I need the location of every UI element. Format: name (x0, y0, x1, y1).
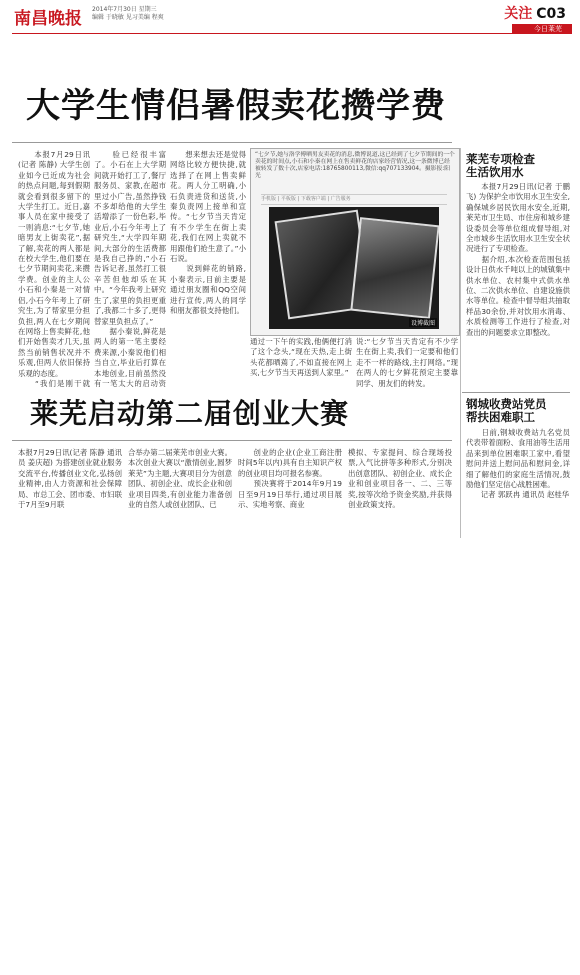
header-rule (12, 33, 568, 34)
brief1-headline (466, 153, 535, 179)
brief2-body: 日前,钢城收费站九名党员代表带着面粉、食用油等生活用品来到单位困难职工家中,看望慰问并送上慰问品和慰问金,详细了解他们的家庭生活情况,鼓励他们坚定信心战胜困难。 记者 郭跃冉 通讯员 赵桂华 (466, 428, 570, 500)
headline-rule (12, 142, 452, 143)
brief1-headline-line2: 生活饮用水 (466, 165, 524, 179)
flower-photo (269, 207, 439, 329)
brief1-headline-line1: 莱芜专项检查 (466, 152, 535, 166)
article1-column-3: 想来想去还是觉得网络比较方便快捷,就选择了在网上售卖鲜花。两人分工明确,小石负责进货和送货,小秦负责网上接单和宣传。“七夕节当天肯定有不少学生在街上卖花,我们在网上卖就不用跟他们抢生意了。”小石说。 说到鲜花的销路,小秦表示,目前主要是通过朋友圈和QQ空间进行宣传,两人的同学和朋友都很支持他们。 (170, 150, 246, 316)
section-tag (504, 3, 566, 21)
article2-column-4: 模拟、专家提问、综合现场投票,入气比拼等多种形式,分别决出创意团队、初创企业、成长企业和创业项目各一、二、三等奖,按等次给予资金奖励,并获得创业政策支持。 (348, 448, 452, 510)
headline2-rule (12, 440, 452, 441)
article1-headline: 大学生情侣暑假卖花攒学费 (26, 86, 446, 126)
page-code: C03 (536, 6, 566, 22)
article1-photo-panel (250, 148, 460, 336)
article1-column-2: 验已经很丰富了。小石在上大学期间就开始打工了,餐厅服务员、家教,在超市里过小广告,虽然挣钱不多却给他的大学生活增添了一份色彩,毕业后,小石今年考上了研究生,“大学四年期间,大部分的生活费都是我自己挣的,”小石告诉记者,虽然打工很辛苦但他却乐在其中。“今年我考上研究生了,家里的负担更重了,我都二十多了,更得替家里负担点了。” 据小秦说,鲜花是两人的第一笔主要经费来源,小秦说他们相当自立,毕业后打算在本地创业,目前虽然没有一笔太大的启动资 (94, 150, 166, 388)
issue-meta (92, 6, 164, 22)
right-brief-rule (462, 392, 570, 393)
article2-column-3: 创业的企业(企业工商注册时间5年以内)具有自主知识产权的创业项目均可报名参赛。 预决赛将于2014年9月19日至9月19日举行,通过项目展示、实地考察、商业 (238, 448, 342, 510)
masthead-logo: 南昌晚报 (14, 9, 82, 29)
section-label: 关注 (504, 6, 533, 22)
photo-watermark: 设博截图 (410, 320, 435, 327)
issue-editors: 编辑 于晓敏 见习美编 程爽 (92, 14, 164, 21)
section-sub-label: 今日莱芜 (534, 25, 562, 33)
issue-date: 2014年7月30日 星期三 (92, 6, 157, 13)
web-toolbar: 手机版 | 平板版 | 下载客户端 | 广告服务 (261, 194, 447, 205)
article1-column-5: 说:“七夕节当天肯定有不少学生在街上卖,我们一定要和他们走不一样的路线,主打网络。”现在两人的七夕鲜花预定主要靠同学、朋友们的转发。 (356, 337, 458, 388)
article2-headline: 莱芜启动第二届创业大赛 (30, 397, 350, 430)
brief1-body: 本报7月29日讯(记者 于鹏飞) 为保护全市饮用水卫生安全,确保城乡居民饮用水安全,近期,莱芜市卫生局、市住房和城乡建设委员会等单位组成督导组,对全市城乡生活饮用水卫生安全状况进行了专项检查。 据介绍,本次检查范围包括设计日供水千吨以上的城镇集中供水单位、农村集中式供水单位、二次供水单位、自建设施供水等单位。检查中督导组共抽取样品30余份,并对饮用水消毒、水质检测等工作进行了检查,对查出的问题要求立即整改。 (466, 182, 570, 337)
page-header (0, 0, 580, 33)
brief2-headline-line2: 帮扶困难职工 (466, 410, 535, 424)
article2-column-2: 合举办第二届莱芜市创业大赛。本次创业大赛以“激情创业,圆梦莱芜”为主题,大赛项目分为创意团队、初创企业、成长企业和创业项目四类,有创业能力准备创业的自然人或创业团队、已 (128, 448, 232, 510)
article2-column-1: 本报7月29日讯(记者 陈静 通讯员 姜庆超) 为搭建创业就业服务交流平台,传播创业文化,弘扬创业精神,由人力资源和社会保障局、市总工会、团市委、市妇联于7月至9月联 (18, 448, 122, 510)
article1-column-1: 本报7月29日讯(记者 陈静) 大学生创业如今已近成为社会的热点问题,每到假期就会看到很多留下的大学生打工。近日,嘉事人员在家中接受了一则消息:“七夕节,她暗男友上街卖花”,据了解,卖花的两人都是在校大学生,他们要在七夕节期间卖花,来攒学费。创业的主人公小石和小秦是一对情侣,小石今年考上了研究生,为了帮家里分担负担,两人在七夕期间在网络上售卖鲜花,他们开始售卖才几天,虽然当前销售状况并不乐观,但两人依旧保持乐观的态度。 “我们是刚干就 (18, 150, 90, 388)
photo-caption: “七夕节,她与洛学傅晒男友卖花的消息,微博说道,这已经到了七夕节期间的一个卖花的时间点,小石和小秦在网上在售卖鲜花的店家经营情况,这一条微博已经被转发了数十次,店家电话:18765800113,微信:qq707133904。摄影报:阳光 (255, 152, 455, 179)
article1-column-4: 通过一下午的实践,他俩便打消了这个念头,“现在天热,走上街头花都晒蔫了,不如直接在网上买,七夕节当天再送到人家里。” (250, 337, 352, 378)
brief2-headline (466, 398, 547, 424)
brief2-headline-line1: 钢城收费站党员 (466, 397, 547, 411)
flower-photo-right (350, 217, 439, 319)
right-column-divider (460, 148, 461, 538)
